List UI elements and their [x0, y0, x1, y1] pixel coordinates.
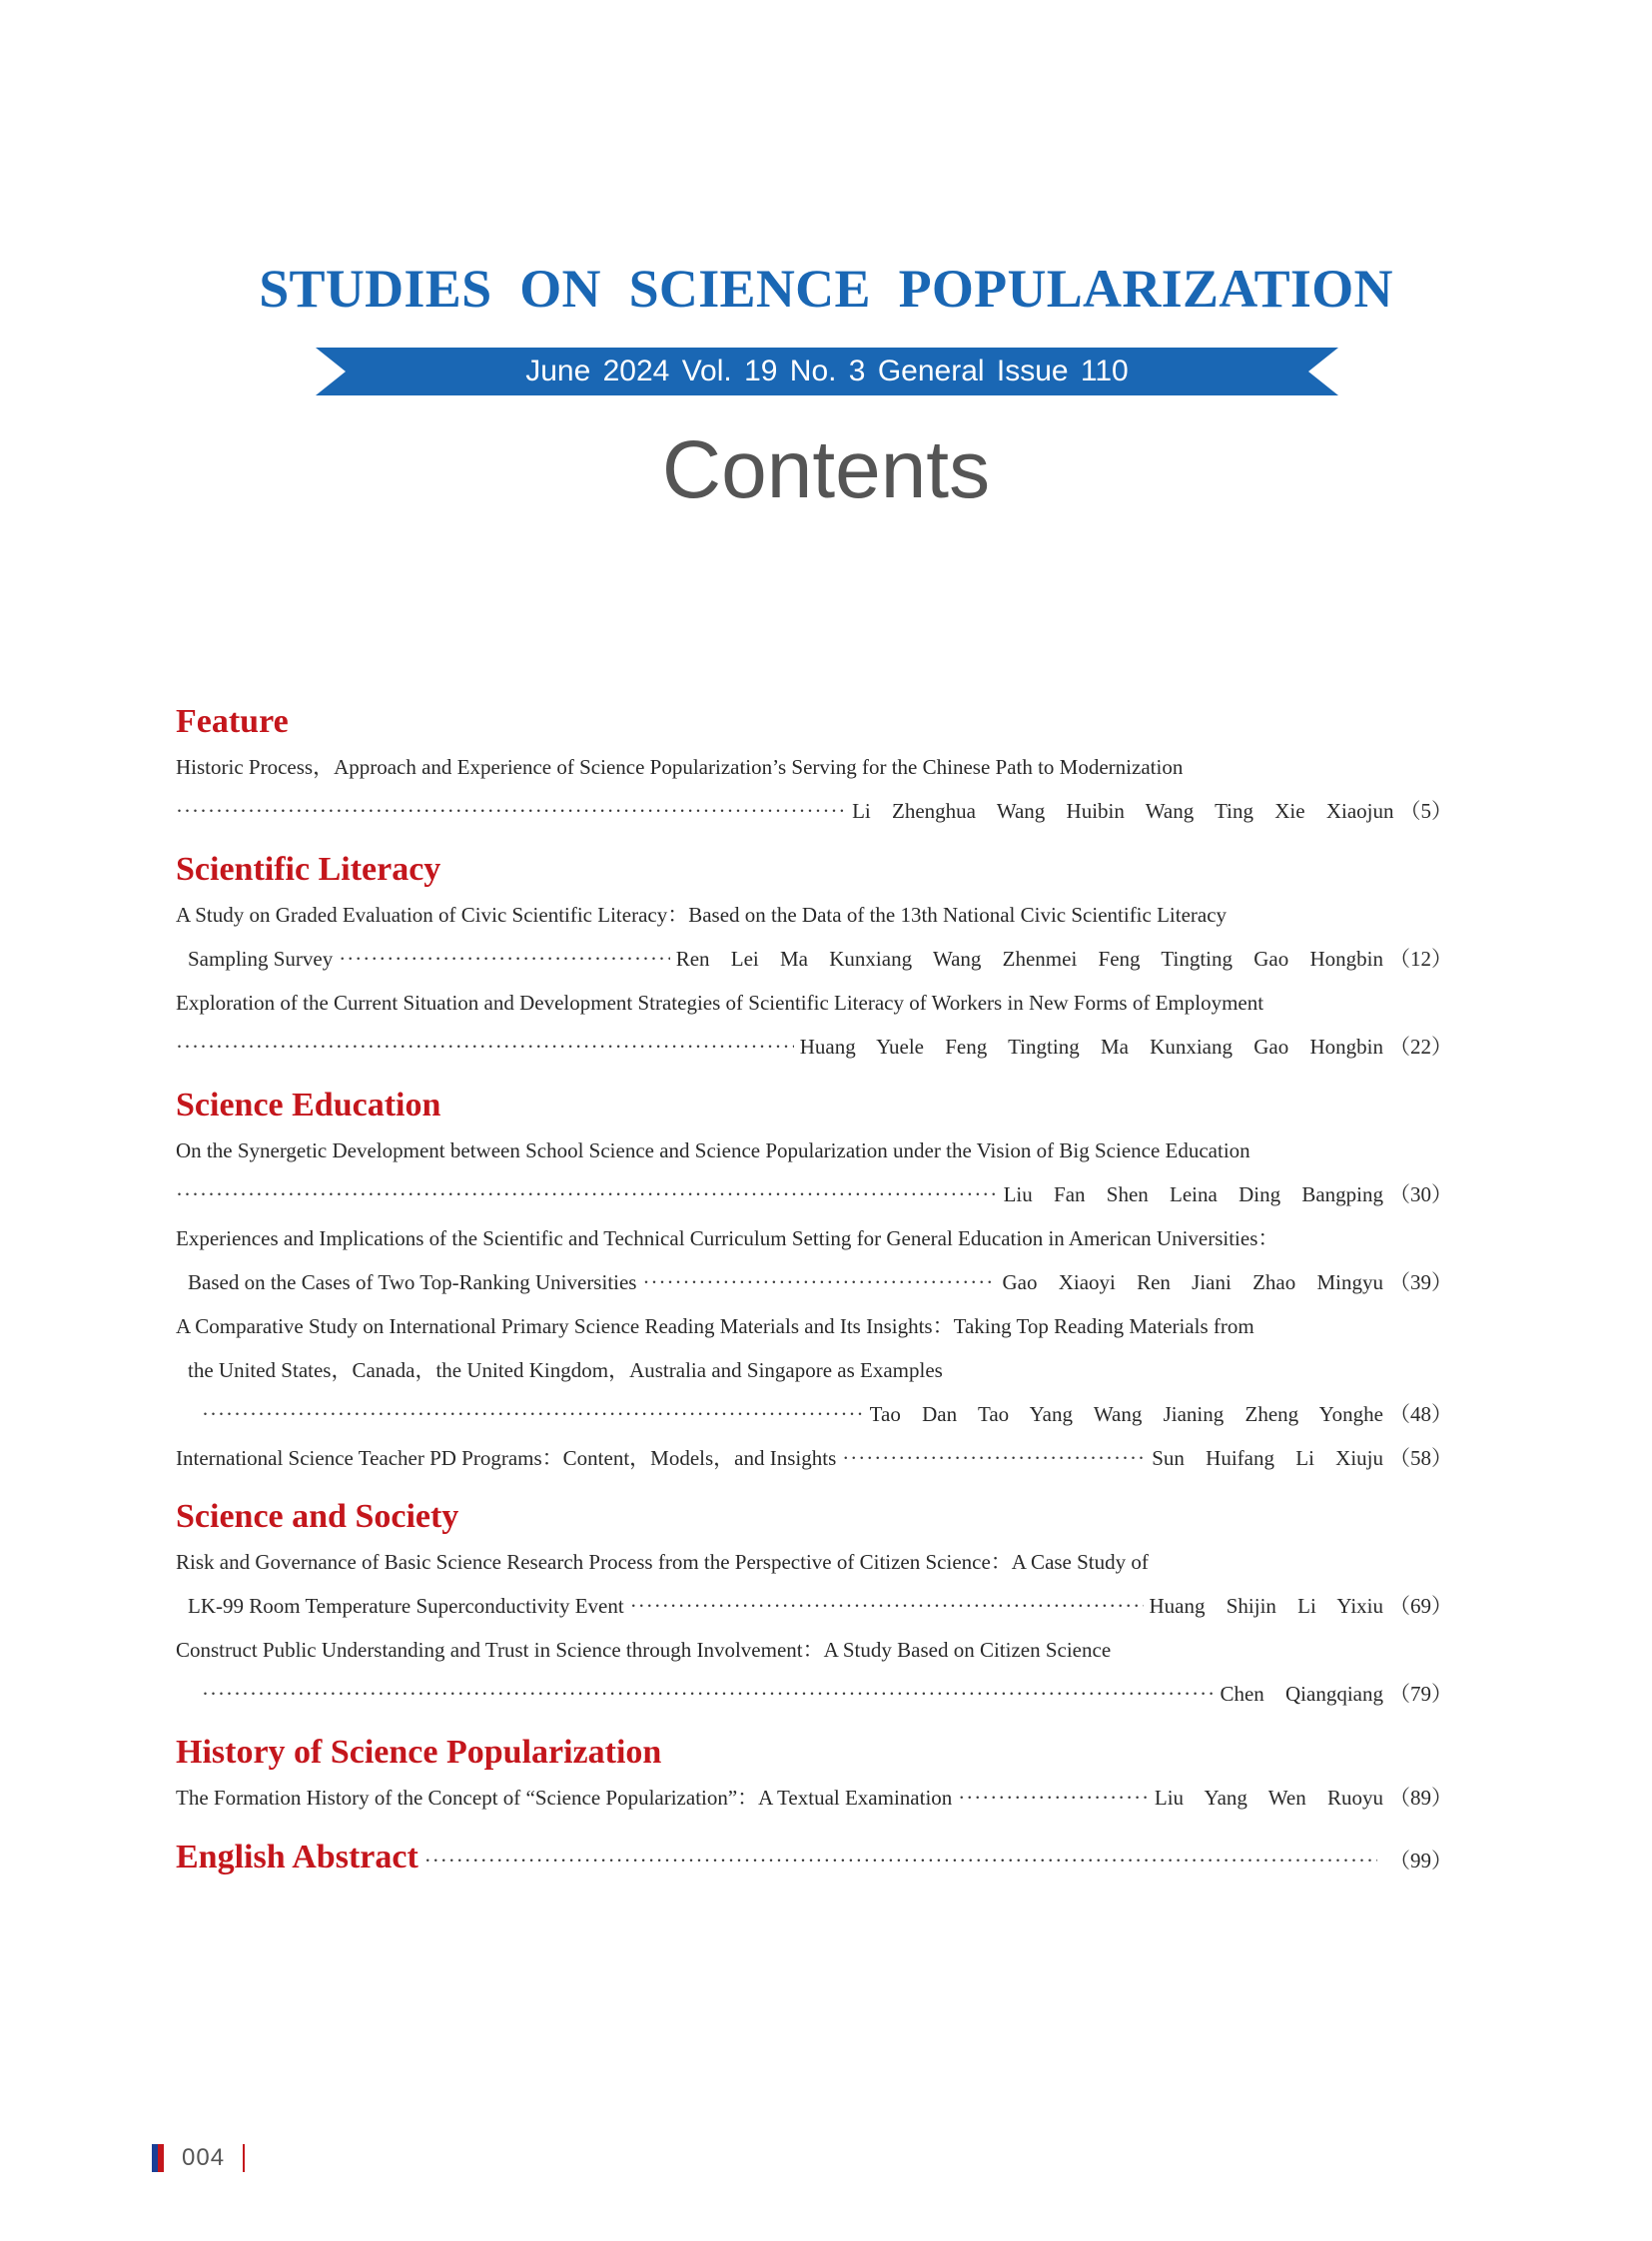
entry-title: Experiences and Implications of the Scientific and Technical Curriculum Setting for General Education in American Universities：	[176, 1226, 1279, 1250]
toc-entry-title[interactable]	[176, 1304, 1452, 1348]
toc-entry-authors[interactable]	[176, 1776, 1452, 1820]
entry-title-continued: LK-99 Room Temperature Superconductivity Event	[188, 1594, 624, 1618]
toc-entry-authors[interactable]	[176, 1172, 1452, 1216]
entry-title: A Comparative Study on International Primary Science Reading Materials and Its Insights：Taking Top Reading Materials from	[176, 1314, 1254, 1338]
toc-entry-title[interactable]	[176, 1348, 1452, 1392]
entry-page: （79）	[1389, 1682, 1452, 1706]
flag-icon	[152, 2144, 164, 2172]
english-abstract-title: English Abstract	[176, 1839, 418, 1875]
leader-dots	[176, 1025, 794, 1069]
toc-entry-authors[interactable]	[176, 1392, 1452, 1436]
entry-page: （12）	[1389, 947, 1452, 971]
leader-dots	[630, 1584, 1144, 1628]
entry-authors: Chen Qiangqiang	[1220, 1682, 1383, 1706]
entry-title: On the Synergetic Development between School Science and Science Popularization under the Vision of Big Science Education	[176, 1138, 1250, 1162]
toc-entry-title[interactable]	[176, 1216, 1452, 1260]
section-title: Scientific Literacy	[176, 851, 441, 888]
entry-page: （58）	[1389, 1446, 1452, 1470]
section-title: Science Education	[176, 1087, 441, 1123]
toc-entry-title[interactable]	[176, 745, 1452, 789]
entry-page: （5）	[1399, 799, 1452, 823]
entry-authors: Gao Xiaoyi Ren Jiani Zhao Mingyu	[1002, 1270, 1383, 1294]
entry-title: Risk and Governance of Basic Science Research Process from the Perspective of Citizen Science：A Case Study of	[176, 1550, 1149, 1574]
entry-title: A Study on Graded Evaluation of Civic Scientific Literacy：Based on the Data of the 13th National Civic Scientific Literacy	[176, 903, 1228, 927]
leader-dots	[958, 1776, 1149, 1820]
entry-title: Exploration of the Current Situation and Development Strategies of Scientific Literacy of Workers in New Forms of Employment	[176, 991, 1264, 1015]
entry-authors: Liu Yang Wen Ruoyu	[1154, 1786, 1383, 1810]
entry-title: The Formation History of the Concept of “Science Popularization”：A Textual Examination	[176, 1786, 953, 1810]
entry-authors: Tao Dan Tao Yang Wang Jianing Zheng Yonghe	[869, 1402, 1383, 1426]
table-of-contents	[176, 699, 1452, 1883]
entry-page: （89）	[1389, 1786, 1452, 1810]
toc-entry-authors[interactable]	[176, 937, 1452, 981]
footer-divider	[243, 2144, 245, 2172]
entry-title: Construct Public Understanding and Trust in Science through Involvement：A Study Based on Citizen Science	[176, 1638, 1112, 1662]
leader-dots	[202, 1672, 1214, 1716]
toc-entry-title[interactable]	[176, 981, 1452, 1025]
section-title: History of Science Popularization	[176, 1734, 662, 1771]
journal-title: STUDIES ON SCIENCE POPULARIZATION	[259, 259, 1393, 319]
leader-dots	[642, 1260, 996, 1304]
leader-dots	[176, 789, 846, 833]
entry-page: （30）	[1389, 1182, 1452, 1206]
entry-page: （22）	[1389, 1035, 1452, 1059]
entry-authors: Huang Shijin Li Yixiu	[1149, 1594, 1383, 1618]
entry-title-continued: Sampling Survey	[188, 947, 334, 971]
toc-entry-title[interactable]	[176, 893, 1452, 937]
toc-entry-authors[interactable]	[176, 1672, 1452, 1716]
entry-authors: Li Zhenghua Wang Huibin Wang Ting Xie Xiaojun	[852, 799, 1394, 823]
entry-authors: Liu Fan Shen Leina Ding Bangping	[1003, 1182, 1383, 1206]
toc-entry-authors[interactable]	[176, 1436, 1452, 1480]
toc-entry-authors[interactable]	[176, 1260, 1452, 1304]
entry-title-continued: the United States，Canada，the United Kingdom，Australia and Singapore as Examples	[188, 1358, 943, 1382]
entry-title-continued: Based on the Cases of Two Top-Ranking Universities	[188, 1270, 637, 1294]
leader-dots	[176, 1172, 998, 1216]
toc-entry-authors[interactable]	[176, 789, 1452, 833]
entry-title: Historic Process，Approach and Experience of Science Popularization’s Serving for the Chinese Path to Modernization	[176, 755, 1184, 779]
toc-entry-title[interactable]	[176, 1128, 1452, 1172]
section-title: Feature	[176, 703, 289, 740]
entry-page: （48）	[1389, 1402, 1452, 1426]
leader-dots	[424, 1835, 1377, 1886]
toc-entry-authors[interactable]	[176, 1025, 1452, 1069]
page-footer	[152, 2143, 245, 2173]
entry-title: International Science Teacher PD Programs：Content，Models，and Insights	[176, 1446, 837, 1470]
leader-dots	[202, 1392, 864, 1436]
issue-banner	[316, 348, 1338, 395]
section-title: Science and Society	[176, 1498, 459, 1535]
contents-heading: Contents	[661, 424, 991, 515]
issue-line: June 2024 Vol. 19 No. 3 General Issue 110	[525, 355, 1129, 387]
entry-page: （69）	[1389, 1594, 1452, 1618]
toc-entry-title[interactable]	[176, 1628, 1452, 1672]
toc-entry-authors[interactable]	[176, 1584, 1452, 1628]
leader-dots	[339, 937, 669, 981]
entry-authors: Huang Yuele Feng Tingting Ma Kunxiang Gao Hongbin	[799, 1035, 1383, 1059]
toc-entry-title[interactable]	[176, 1540, 1452, 1584]
entry-page: （39）	[1389, 1270, 1452, 1294]
page-number: 004	[182, 2144, 226, 2171]
entry-authors: Sun Huifang Li Xiuju	[1152, 1446, 1383, 1470]
leader-dots	[842, 1436, 1146, 1480]
english-abstract-entry[interactable]	[176, 1832, 1452, 1883]
english-abstract-page: （99）	[1389, 1849, 1452, 1872]
entry-authors: Ren Lei Ma Kunxiang Wang Zhenmei Feng Tingting Gao Hongbin	[675, 947, 1383, 971]
